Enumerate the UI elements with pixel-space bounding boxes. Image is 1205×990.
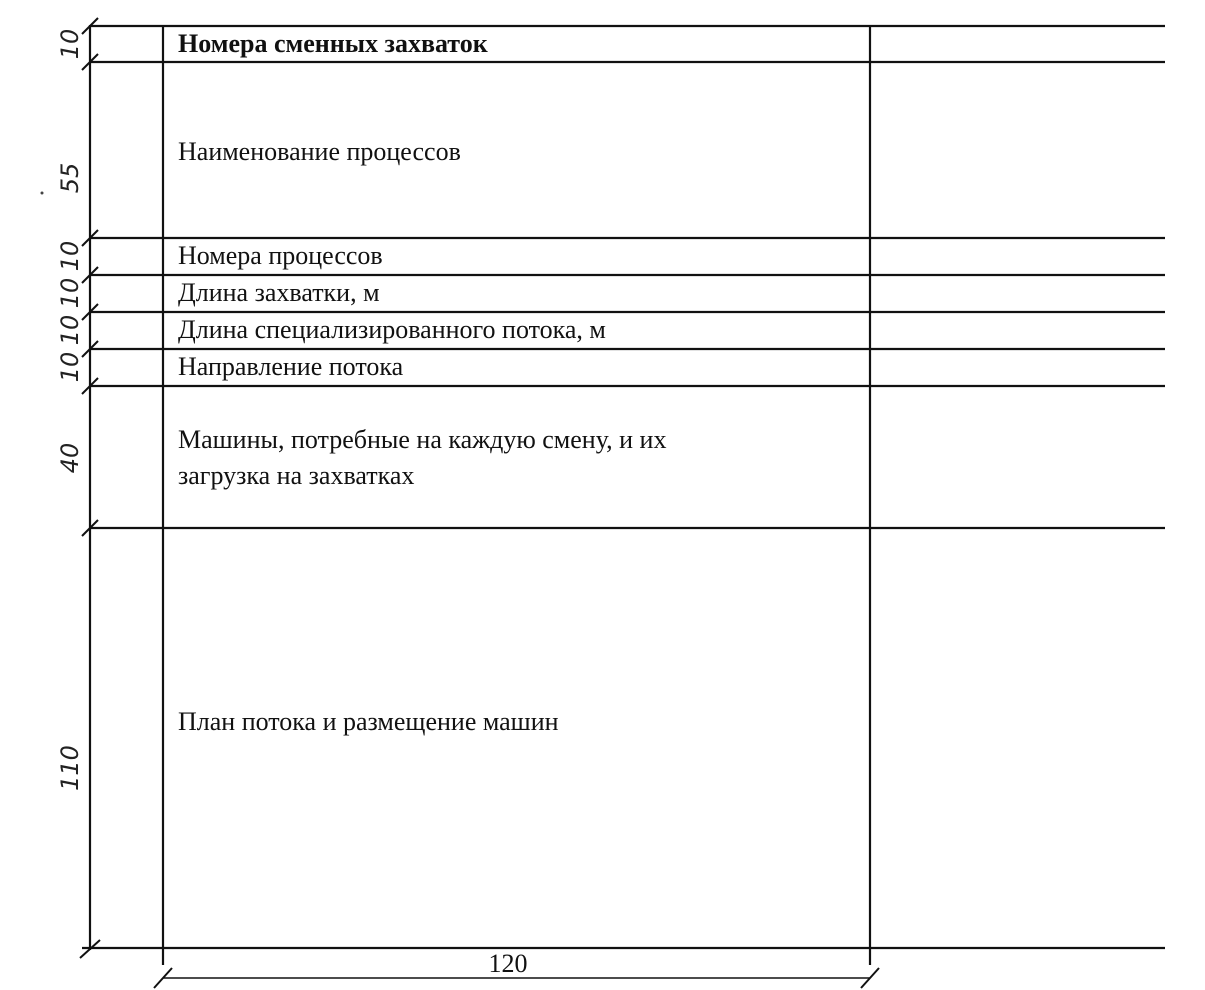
row-label-section-length: Длина захватки, м xyxy=(178,278,380,307)
dim-value-2: 55 xyxy=(56,162,84,194)
dim-value-1: 10 xyxy=(56,28,84,60)
row-label-flow-plan: План потока и размещение машин xyxy=(178,707,559,736)
dim-value-3: 10 xyxy=(56,240,84,272)
row-label-process-names: Наименование процессов xyxy=(178,137,461,166)
row-label-shift-numbers: Номера сменных захваток xyxy=(178,29,488,58)
row-label-flow-length: Длина специализированного потока, м xyxy=(178,315,606,344)
scan-dot xyxy=(41,192,44,195)
row-label-flow-direction: Направление потока xyxy=(178,352,404,381)
dim-value-8: 110 xyxy=(56,745,84,791)
dim-value-7: 40 xyxy=(56,442,84,474)
row-label-process-numbers: Номера процессов xyxy=(178,241,383,270)
bottom-dimension-value: 120 xyxy=(488,949,528,978)
row-label-machines-line1: Машины, потребные на каждую смену, и их xyxy=(178,425,667,454)
dim-value-6: 10 xyxy=(56,351,84,383)
row-label-machines-line2: загрузка на захватках xyxy=(178,461,415,490)
dim-value-4: 10 xyxy=(56,277,84,309)
dim-value-5: 10 xyxy=(56,314,84,346)
